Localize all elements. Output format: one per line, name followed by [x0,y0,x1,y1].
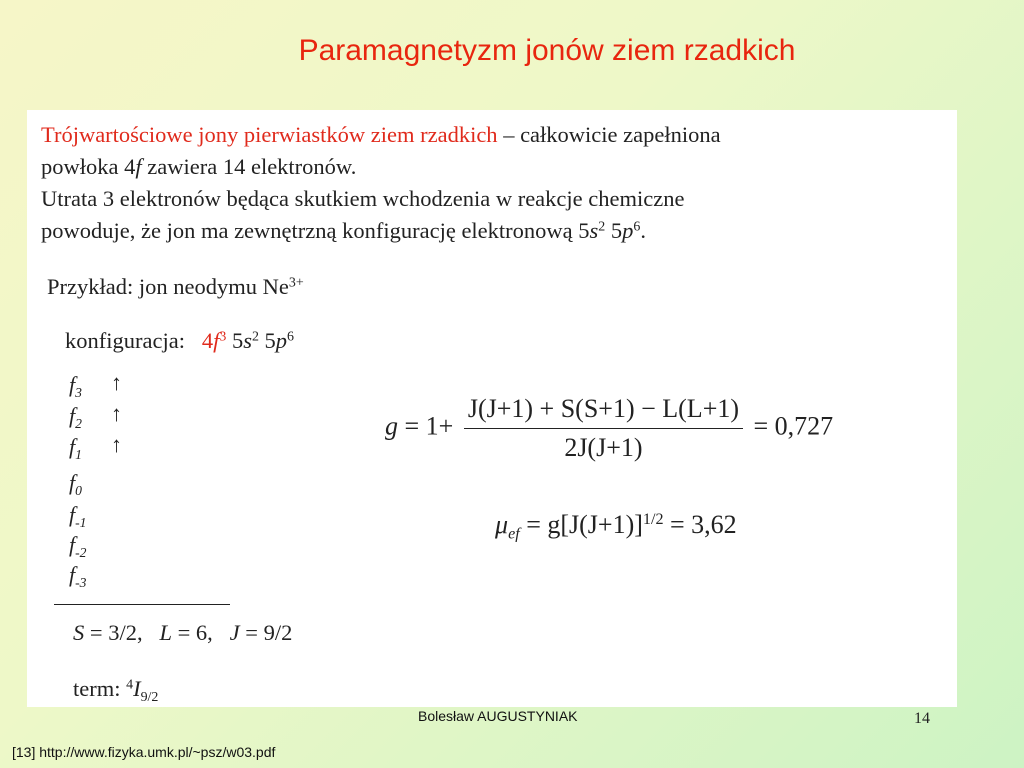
level-f1: $f_1$ ↑ [69,432,122,462]
g-denominator: 2J(J+1) [564,433,643,462]
lande-g-formula: g = 1+ $\frac{J(J+1) + S(S+1) - L(L+1)}{2J(J+1)}$ = 0,727 [385,394,834,462]
divider-line [54,604,230,605]
content-panel [27,110,957,707]
g-result: = 0,727 [753,411,834,441]
intro-line-1: Trójwartościowe jony pierwiastków ziem rzadkich – całkowicie zapełniona [41,122,721,147]
intro-line-3: Utrata 3 elektronów będąca skutkiem wchodzenia w reakcje chemiczne [41,186,685,211]
intro-line-2: powłoka 4f zawiera 14 elektronów. [41,154,357,179]
example-heading: Przykład: jon neodymu $Ne^{3+}$ [47,274,304,299]
spin-up-arrow-icon: ↑ [111,401,122,426]
term-symbol: term: $^4I_{9/2}$ [73,676,159,705]
configuration-4f3: $4f^3$ [201,328,227,353]
slide-title: Paramagnetyzm jonów ziem rzadkich [298,34,796,67]
intro-red-text: Trójwartościowe jony pierwiastków ziem rzadkich [41,122,498,147]
reference-link[interactable]: [13] http://www.fizyka.umk.pl/~psz/w03.pdf [12,744,276,760]
level-f3: $f_3$ ↑ [69,370,122,400]
level-f-1: $f_{-1}$ [69,502,87,530]
footer-author: Bolesław AUGUSTYNIAK [418,708,578,724]
level-f-2: $f_{-2}$ [69,532,87,560]
page-number: 14 [914,710,930,727]
level-f2: $f_2$ ↑ [69,401,122,431]
configuration-line: konfiguracja: $4f^3$ $5s^2$ $5p^6$ [65,328,295,353]
spin-up-arrow-icon: ↑ [111,432,122,457]
level-f-3: $f_{-3}$ [69,562,87,590]
quantum-numbers: S = 3/2, L = 6, J = 9/2 [73,620,293,645]
intro-line-4: powoduje, że jon ma zewnętrzną konfigurację elektronową $5s^2$ $5p^6$. [41,218,646,243]
g-numerator: J(J+1) + S(S+1) − L(L+1) [464,394,743,429]
spin-up-arrow-icon: ↑ [111,370,122,395]
level-f0: $f_0$ [69,470,82,498]
mu-result: = 3,62 [663,510,737,539]
effective-moment-formula: $\mu_{ef} = g[J(J+1)]^{1/2} = 3,62$ [495,510,737,543]
g-fraction [464,394,743,463]
